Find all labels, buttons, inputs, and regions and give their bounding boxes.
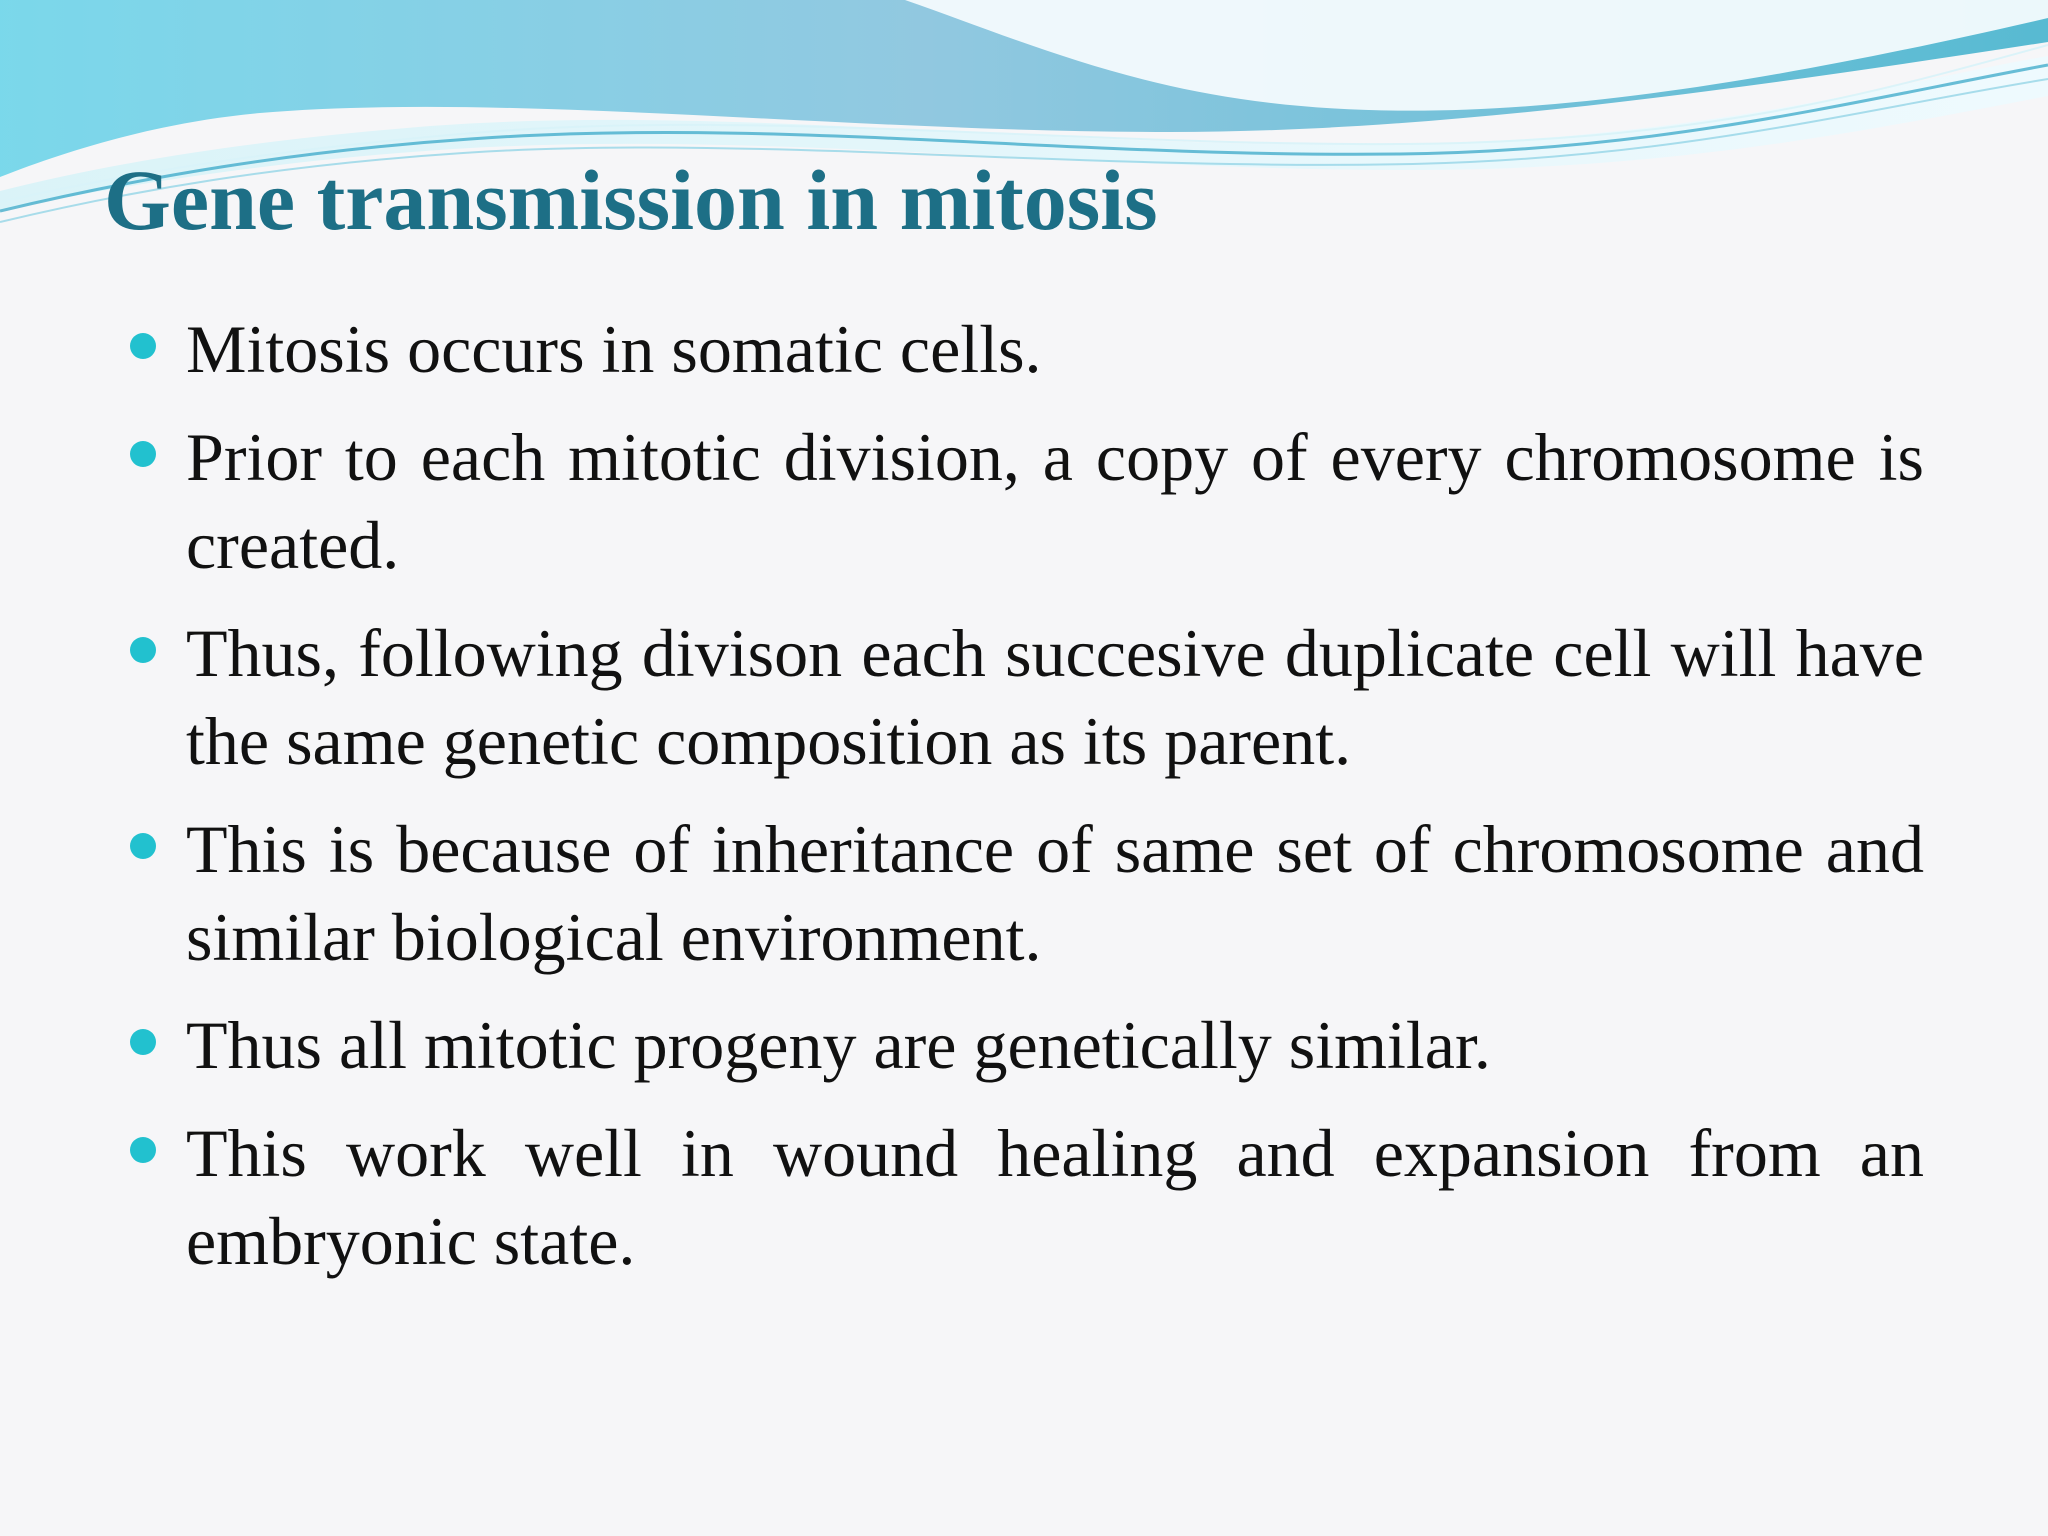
bullet-icon <box>130 333 156 359</box>
bullet-icon <box>130 637 156 663</box>
slide-title: Gene transmission in mitosis <box>104 152 1158 248</box>
bullet-item-2 <box>186 413 1924 589</box>
bullet-text: Prior to each mitotic division, a copy of every chromosome is created. <box>186 419 1924 583</box>
bullet-text: Thus all mitotic progeny are genetically similar. <box>186 1007 1491 1083</box>
bullet-text: Thus, following divison each succesive duplicate cell will have the same genetic composition as its parent. <box>186 615 1924 779</box>
bullet-text: This work well in wound healing and expansion from an embryonic state. <box>186 1115 1924 1279</box>
bullet-icon <box>130 833 156 859</box>
bullet-item-5 <box>186 1001 1924 1089</box>
bullet-list <box>186 305 1924 1305</box>
bullet-item-4 <box>186 805 1924 981</box>
bullet-text: This is because of inheritance of same set of chromosome and similar biological environment. <box>186 811 1924 975</box>
bullet-item-1 <box>186 305 1924 393</box>
bullet-text: Mitosis occurs in somatic cells. <box>186 311 1042 387</box>
bullet-icon <box>130 1029 156 1055</box>
bullet-item-6 <box>186 1109 1924 1285</box>
bullet-icon <box>130 1137 156 1163</box>
bullet-icon <box>130 441 156 467</box>
bullet-item-3 <box>186 609 1924 785</box>
